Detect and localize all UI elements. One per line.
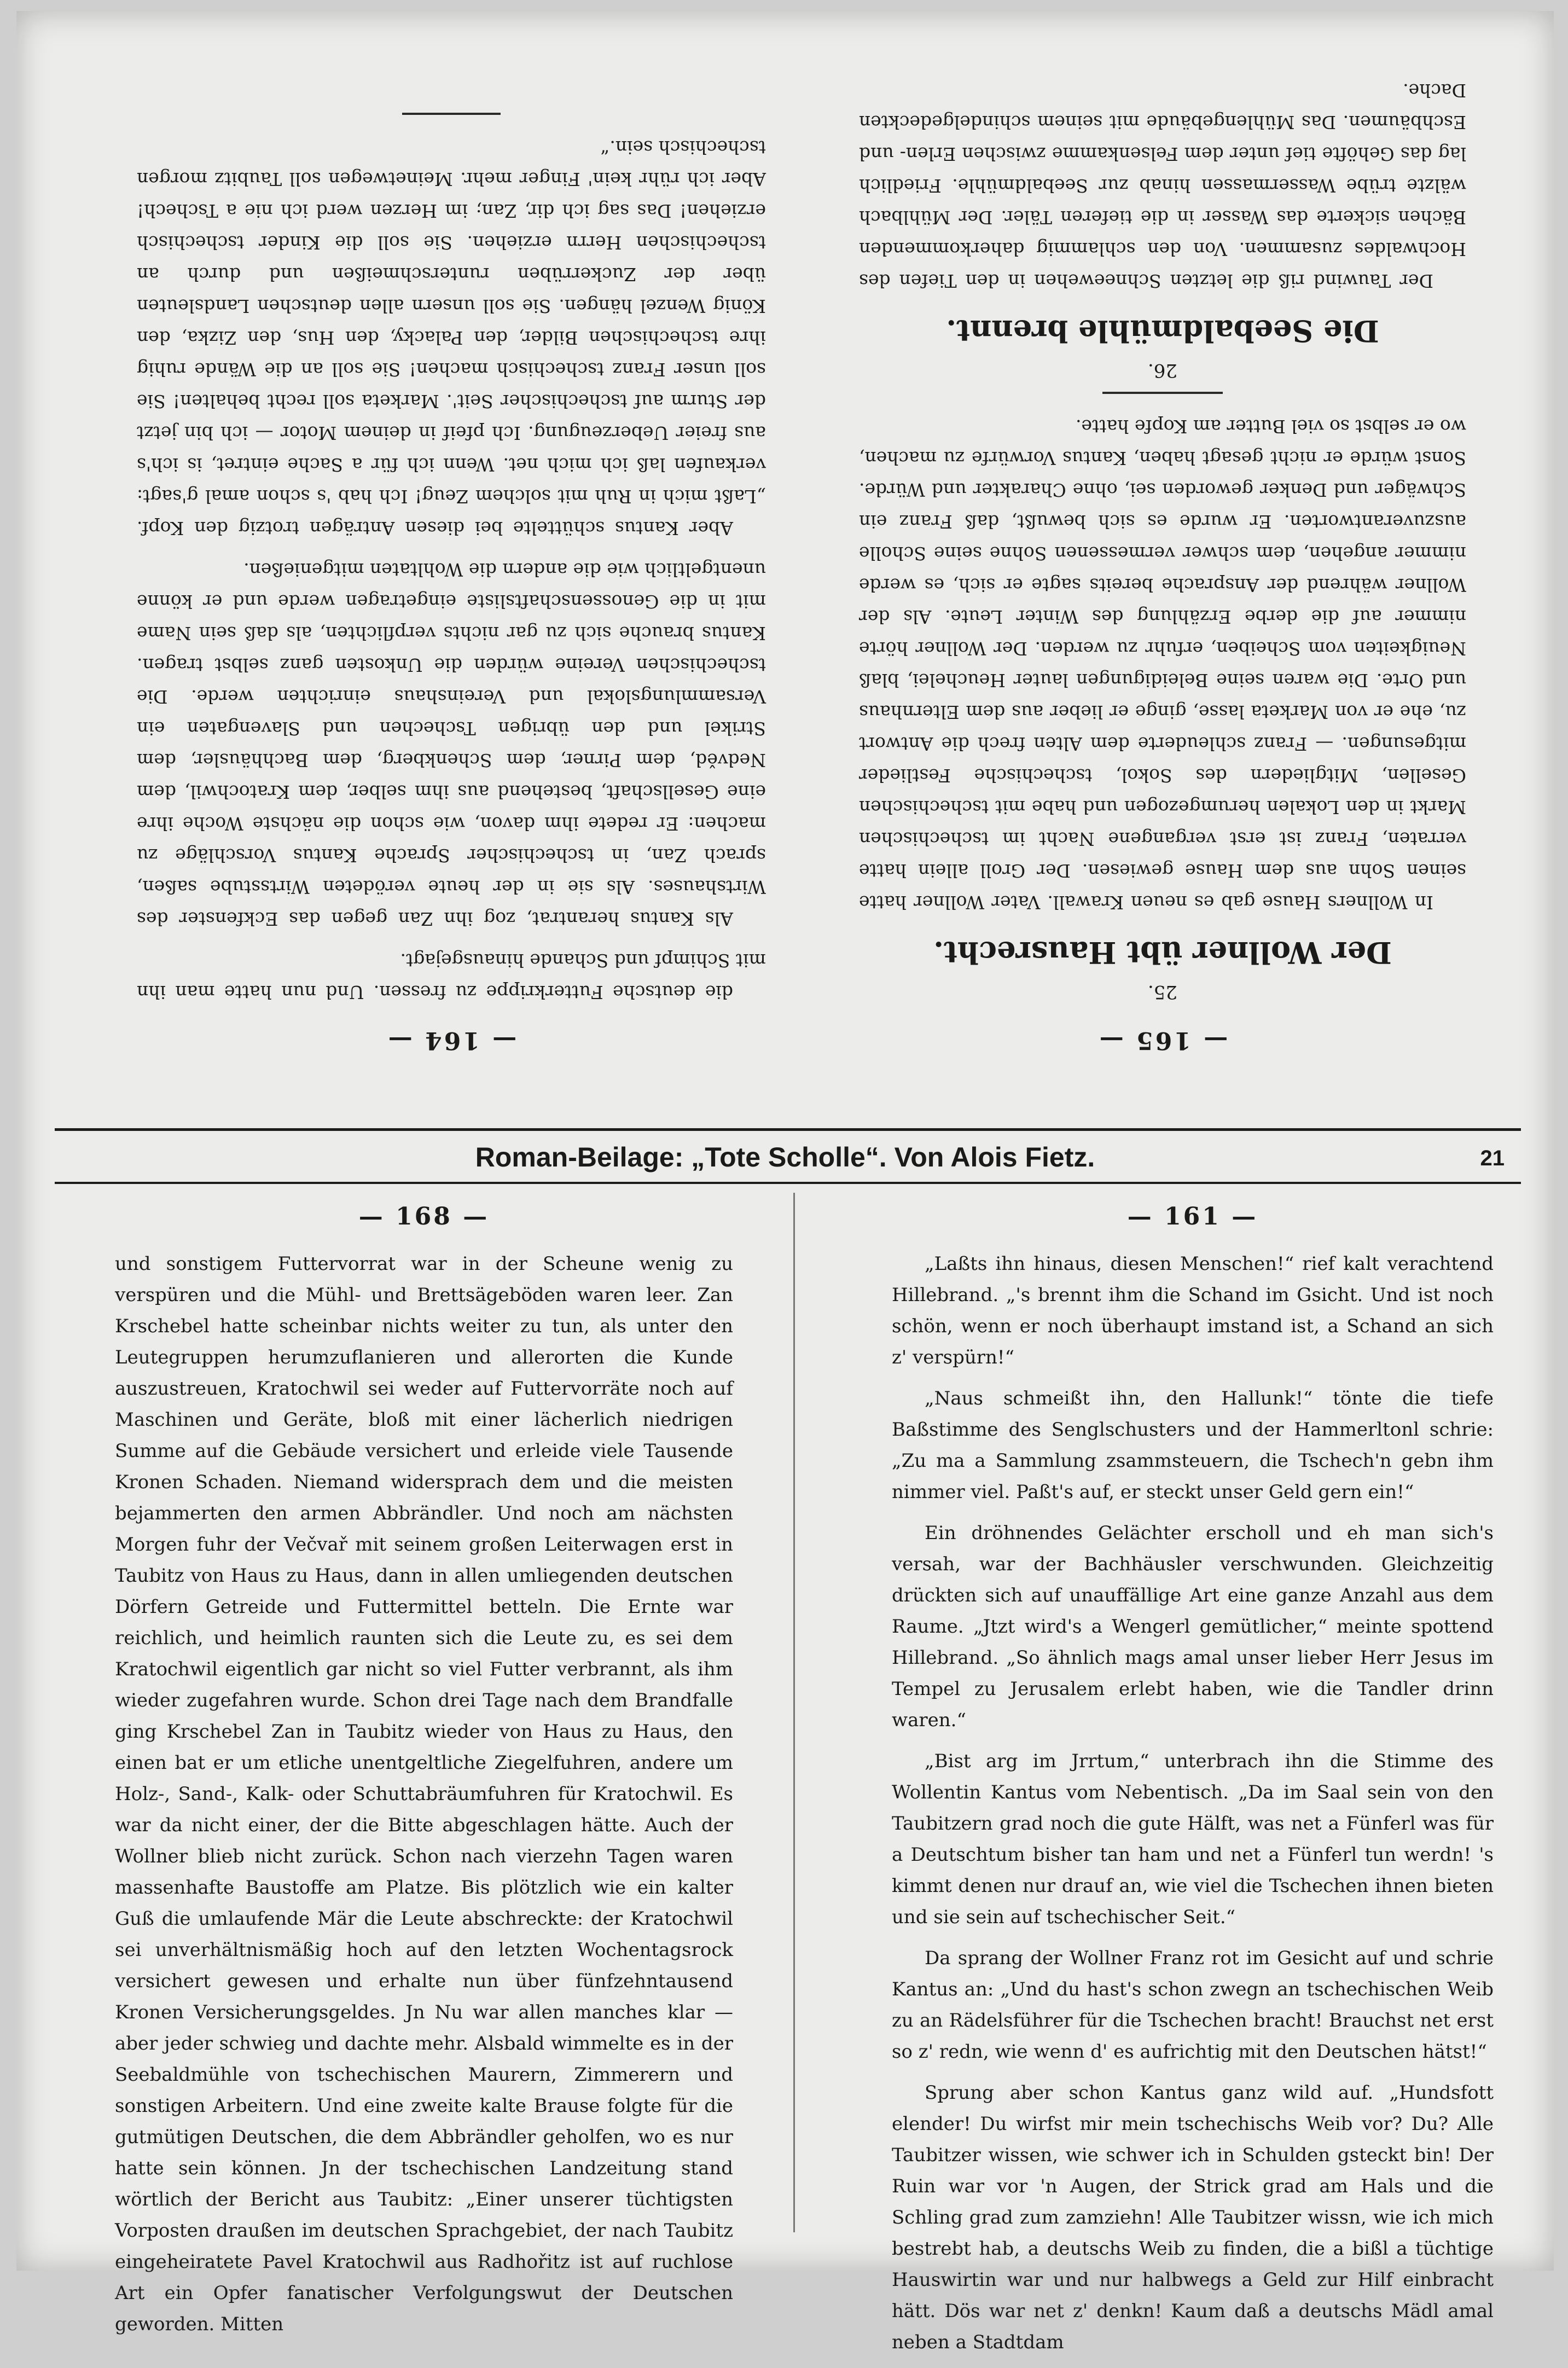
page-164-paragraph-2: Als Kantus herantrat, zog ihn Zan gegen das Eckfenster des Wirtshauses. Als sie in der heute verödeten Wirtsstube saßen, sprach Zan, in tschechischer Sprache Kantus Vorschläge zu machen: Er redete ihm davon, wie schon die nächste Woche ihre eine Gesellschaft, bestehend aus ihm selber, dem Kratochwil, dem Nedvěd, dem Pirner, dem Schenkberg, dem Bachhäusler, dem Strikel und den übrigen Tschechen und Slavengaten ein Versammlungslokal und Vereinshaus einrichten werde. Die tschechischen Vereine würden die Unkosten ganz selbst tragen. Kantus brauche sich zu gar nichts verpflichten, als daß sein Name mit in die Genossenschaftsliste eingetragen werde und er könne unentgeltlich wie die andern die Wohltaten mitgenießen. xyxy=(137,559,766,930)
page-number-168: — 168 — xyxy=(358,1203,490,1231)
end-divider xyxy=(402,113,501,115)
upper-half-inverted xyxy=(16,11,1554,1122)
section-26-paragraph: Der Tauwind riß die letzten Schneewehen in den Tiefen des Hochwaldes zusammen. Von den schlammig daherkommenden Bächen sickerte das Wasser in die tieferen Täler. Der Mühlbach wälzte trübe Wassermassen hinab zur Seebaldmühle. Friedlich lag das Gehöfte tief unter dem Felsenkamme zwischen Erlen- und Eschbäumen. Das Mühlengebäude mit seinem schindelgedeckten Dache. xyxy=(859,80,1466,292)
page-161-paragraph-3: Ein dröhnendes Gelächter erscholl und eh man sich's versah, war der Bachhäusler verschwunden. Gleichzeitig drückten sich auf unauffällige Art eine ganze Anzahl aus dem Raume. „Jtzt wird's a Wengerl gemütlicher,“ meinte spottend Hillebrand. „So ähnlich mags amal unser lieber Herr Jesus im Tempel zu Jerusalem erlebt haben, wie die Tandler drinn waren.“ xyxy=(892,1522,1494,1731)
page-164-paragraph-3: Aber Kantus schüttelte bei diesen Anträgen trotzig den Kopf. „Laßt mich in Ruh mit solchem Zeug! Ich hab 's schon amal g'sagt: verkaufen laß ich mich net. Wenn ich für a Sache eintret, is ich's aus freier Ueberzeugung. Ich pfeif in deinem Motor — ich bin jetzt der Sturm auf tschechischer Seit'. Marketa soll recht behalten! Sie soll unser Franz tschechisch machen! Sie soll an die Wände ruhig ihre tschechischen Bilder, den Palacky, den Hus, den Zizka, den König Wenzel hängen. Sie soll unsern allen deutschen Landsleuten über der Zuckerrüben runterschmeißen und durch an tschechischen Herrn erziehen. Sie soll die Kinder tschechisch erziehen! Das sag ich dir, Zan; im Herzen werd ich nie a Tschech! Aber ich rühr kein' Finger mehr. Meinetwegen soll Taubitz morgen tschechisch sein.“ xyxy=(137,137,766,539)
lower-right-page xyxy=(892,1201,1494,2368)
upper-right-page xyxy=(137,113,766,1056)
column-gutter xyxy=(793,1193,795,2232)
upper-left-page xyxy=(859,65,1466,1056)
page-number-161: — 161 — xyxy=(1127,1203,1258,1231)
page-161-paragraph-6: Sprung aber schon Kantus ganz wild auf. „Hundsfott elender! Du wirfst mir mein tschechischs Weib vor? Du? Alle Taubitzer wissen, wie schwer ich in Schulden gsteckt bin! Der Ruin war vor 'n Augen, der Strick grad am Hals und die Schling grad zum zamziehn! Alle Taubitzer wissn, wie ich mich bestrebt hab, a deutschs Weib zu finden, die a bißl a tüchtige Hauswirtin war und nur halbwegs a Geld zur Hilf einbracht hätt. Dös war net z' denkn! Kaum daß a deutschs Mädl amal neben a Stadtdam xyxy=(892,2082,1494,2353)
section-25-title: Der Wollner übt Hausrecht. xyxy=(933,935,1392,970)
lower-left-page xyxy=(115,1201,733,2350)
page-number-164: — 164 — xyxy=(386,1026,517,1054)
section-26-number: 26. xyxy=(1147,359,1178,381)
page-number-165: — 165 — xyxy=(1097,1026,1228,1054)
page-164-paragraph-1: die deutsche Futterkrippe zu fressen. Und nun hatte man ihn mit Schimpf und Schande hinausgejagt. xyxy=(137,950,766,1003)
page-168-paragraph: und sonstigem Futtervorrat war in der Scheune wenig zu verspüren und die Mühl- und Brettsägeböden waren leer. Zan Krschebel hatte scheinbar nichts weiter zu tun, als unter den Leutegruppen herumzuflanieren und allerorten die Kunde auszustreuen, Kratochwil sei weder auf Futtervorräte noch auf Maschinen und Geräte, bloß mit einer lächerlich niedrigen Summe auf die Gebäude versichert und erleide viele Tausende Kronen Schaden. Niemand widersprach dem und die meisten bejammerten den armen Abbrändler. Und noch am nächsten Morgen fuhr der Večvař mit seinem großen Leiterwagen erst in Taubitz von Haus zu Haus, dann in allen umliegenden deutschen Dörfern Getreide und Futtermittel betteln. Die Ernte war reichlich, und heimlich raunten sich die Leute zu, es sei dem Kratochwil eigentlich gar nicht so viel Futter verbrannt, als ihm wieder zugefahren wurde. Schon drei Tage nach dem Brandfalle ging Krschebel Zan in Taubitz wieder von Haus zu Haus, den einen bat er um etliche unentgeltliche Ziegelfuhren, andere um Holz-, Sand-, Kalk- oder Schuttabräumfuhren für Kratochwil. Es war da nicht einer, der die Bitte abgeschlagen hätte. Auch der Wollner blieb nicht zurück. Schon nach vierzehn Tagen waren massenhafte Baustoffe am Platze. Bis plötzlich wie ein kalter Guß die umlaufende Mär die Leute abschreckte: der Kratochwil sei unverhältnismäßig hoch auf den letzten Wochentagsrock versichert gewesen und erhalte nun über fünfzehntausend Kronen Versicherungsgeldes. Jn Nu war allen manches klar — aber jeder schwieg und dachte mehr. Alsbald wimmelte es in der Seebaldmühle von tschechischen Maurern, Zimmerern und sonstigen Arbeitern. Und eine zweite kalte Brause folgte für die gutmütigen Deutschen, die dem Abbrändler geholfen, wo es nur hatte sein können. Jn der tschechischen Landzeitung stand wörtlich der Bericht aus Taubitz: „Einer unserer tüchtigsten Vorposten draußen im deutschen Sprachgebiet, der nach Taubitz eingeheiratete Pavel Kratochwil aus Radhořitz ist auf ruchlose Art ein Opfer fanatischer Verfolgungswut der Deutschen geworden. Mitten xyxy=(115,1253,733,2335)
page-161-paragraph-2: „Naus schmeißt ihn, den Hallunk!“ tönte die tiefe Baßstimme des Senglschusters und der Hammerltonl schrie: „Zu ma a Sammlung zsammsteuern, die Tschech'n gebn ihm nimmer viel. Paßt's auf, er steckt unser Geld gern ein!“ xyxy=(892,1388,1494,1503)
page-161-paragraph-5: Da sprang der Wollner Franz rot im Gesicht auf und schrie Kantus an: „Und du hast's schon zwegn an tschechischen Weib zu an Rädelsführer für die Tschechen bracht! Brauchst net erst so z' redn, wie wenn d' es aufrichtig mit den Deutschen hätst!“ xyxy=(892,1947,1494,2063)
section-25-number: 25. xyxy=(1147,981,1178,1003)
section-25-paragraph: In Wollners Hause gab es neuen Krawall. Vater Wollner hatte seinen Sohn aus dem Hause gewiesen. Der Groll allein hatte verraten, Franz ist erst vergangene Nacht im tschechischen Markt in den Lokalen herumgezogen und habe mit tschechischen Gesellen, Mitgliedern des Sokol, tschechische Festlieder mitgesungen. — Franz schleuderte dem Alten frech die Antwort zu, ehe er von Marketa lasse, ginge er lieber aus dem Elternhaus und Orte. Die waren seine Beleidigungen lauter Heuchelei, blaß Neuigkeiten vom Scheiben, erfuhr zu werden. Der Wollner hörte nimmer auf die derbe Erzählung des Winter Leute. Als der Wollner während der Ansprache bereits sagte er sich, es werde nimmer angehen, dem schwer vermessenen Sohne seine Scholle auszuverantworten. Er wurde es sich bewußt, daß Franz ein Schwäger und Denker geworden sei, ohne Charakter und Würde. Sonst würde er nicht gesagt haben, Kantus Vorwürfe zu machen, wo er selbst so viel Butter am Kopfe hatte. xyxy=(859,416,1466,913)
section-26-title: Die Seebaldmühle brennt. xyxy=(946,314,1379,349)
newspaper-sheet xyxy=(16,11,1554,2353)
section-divider xyxy=(1102,392,1223,394)
sheet-page-number: 21 xyxy=(1480,1146,1505,1170)
page-161-paragraph-1: „Laßts ihn hinaus, diesen Menschen!“ rief kalt verachtend Hillebrand. „'s brennt ihm die Schand im Gsicht. Und ist noch schön, wenn er noch überhaupt imstand ist, a Schand an sich z' verspürn!“ xyxy=(892,1253,1494,1368)
header-rule-bottom xyxy=(55,1182,1521,1184)
header-rule-top xyxy=(55,1128,1521,1131)
page-161-paragraph-4: „Bist arg im Jrrtum,“ unterbrach ihn die Stimme des Wollentin Kantus vom Nebentisch. „Da im Saal sein von den Taubitzern grad noch die gute Hälft, was net a Fünferl was für a Deutschtum bisher tan ham und net a Fünferl tun werdn! 's kimmt denen nur drauf an, wie viel die Tschechen ihnen bieten und sie sein auf tschechischer Seit.“ xyxy=(892,1750,1494,1928)
running-header-title: Roman-Beilage: „Tote Scholle“. Von Alois Fietz. xyxy=(475,1142,1095,1173)
